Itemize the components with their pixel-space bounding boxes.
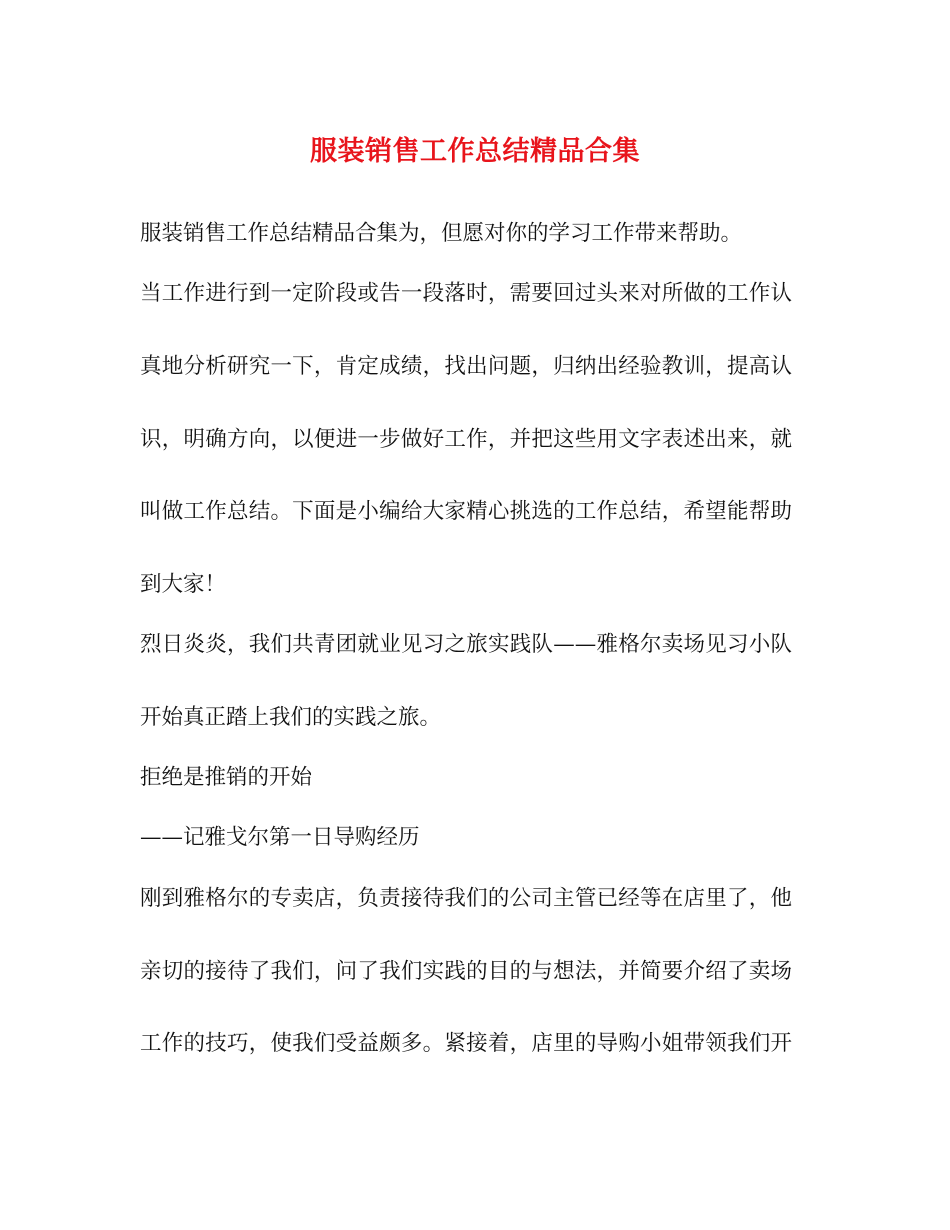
paragraph-line: 刚到雅格尔的专卖店，负责接待我们的公司主管已经等在店里了，他 xyxy=(140,886,792,911)
paragraph-line: 服装销售工作总结精品合集为，但愿对你的学习工作带来帮助。 xyxy=(140,221,743,246)
paragraph-line: 真地分析研究一下，肯定成绩，找出问题，归纳出经验教训，提高认 xyxy=(140,354,792,379)
section-heading: 拒绝是推销的开始 xyxy=(140,765,313,790)
paragraph-line: 开始真正踏上我们的实践之旅。 xyxy=(140,705,442,730)
paragraph-line: 当工作进行到一定阶段或告一段落时，需要回过头来对所做的工作认 xyxy=(140,281,792,306)
paragraph-line: 工作的技巧，使我们受益颇多。紧接着，店里的导购小姐带领我们开 xyxy=(140,1031,792,1056)
document-title: 服装销售工作总结精品合集 xyxy=(310,136,640,167)
paragraph-line: 叫做工作总结。下面是小编给大家精心挑选的工作总结，希望能帮助 xyxy=(140,499,792,524)
paragraph-line: 烈日炎炎，我们共青团就业见习之旅实践队——雅格尔卖场见习小队 xyxy=(140,632,792,657)
paragraph-line: 到大家！ xyxy=(140,572,227,597)
paragraph-line: 亲切的接待了我们，问了我们实践的目的与想法，并简要介绍了卖场 xyxy=(140,959,792,984)
paragraph-line: 识，明确方向，以便进一步做好工作，并把这些用文字表述出来，就 xyxy=(140,427,792,452)
section-subheading: ——记雅戈尔第一日导购经历 xyxy=(140,825,420,850)
